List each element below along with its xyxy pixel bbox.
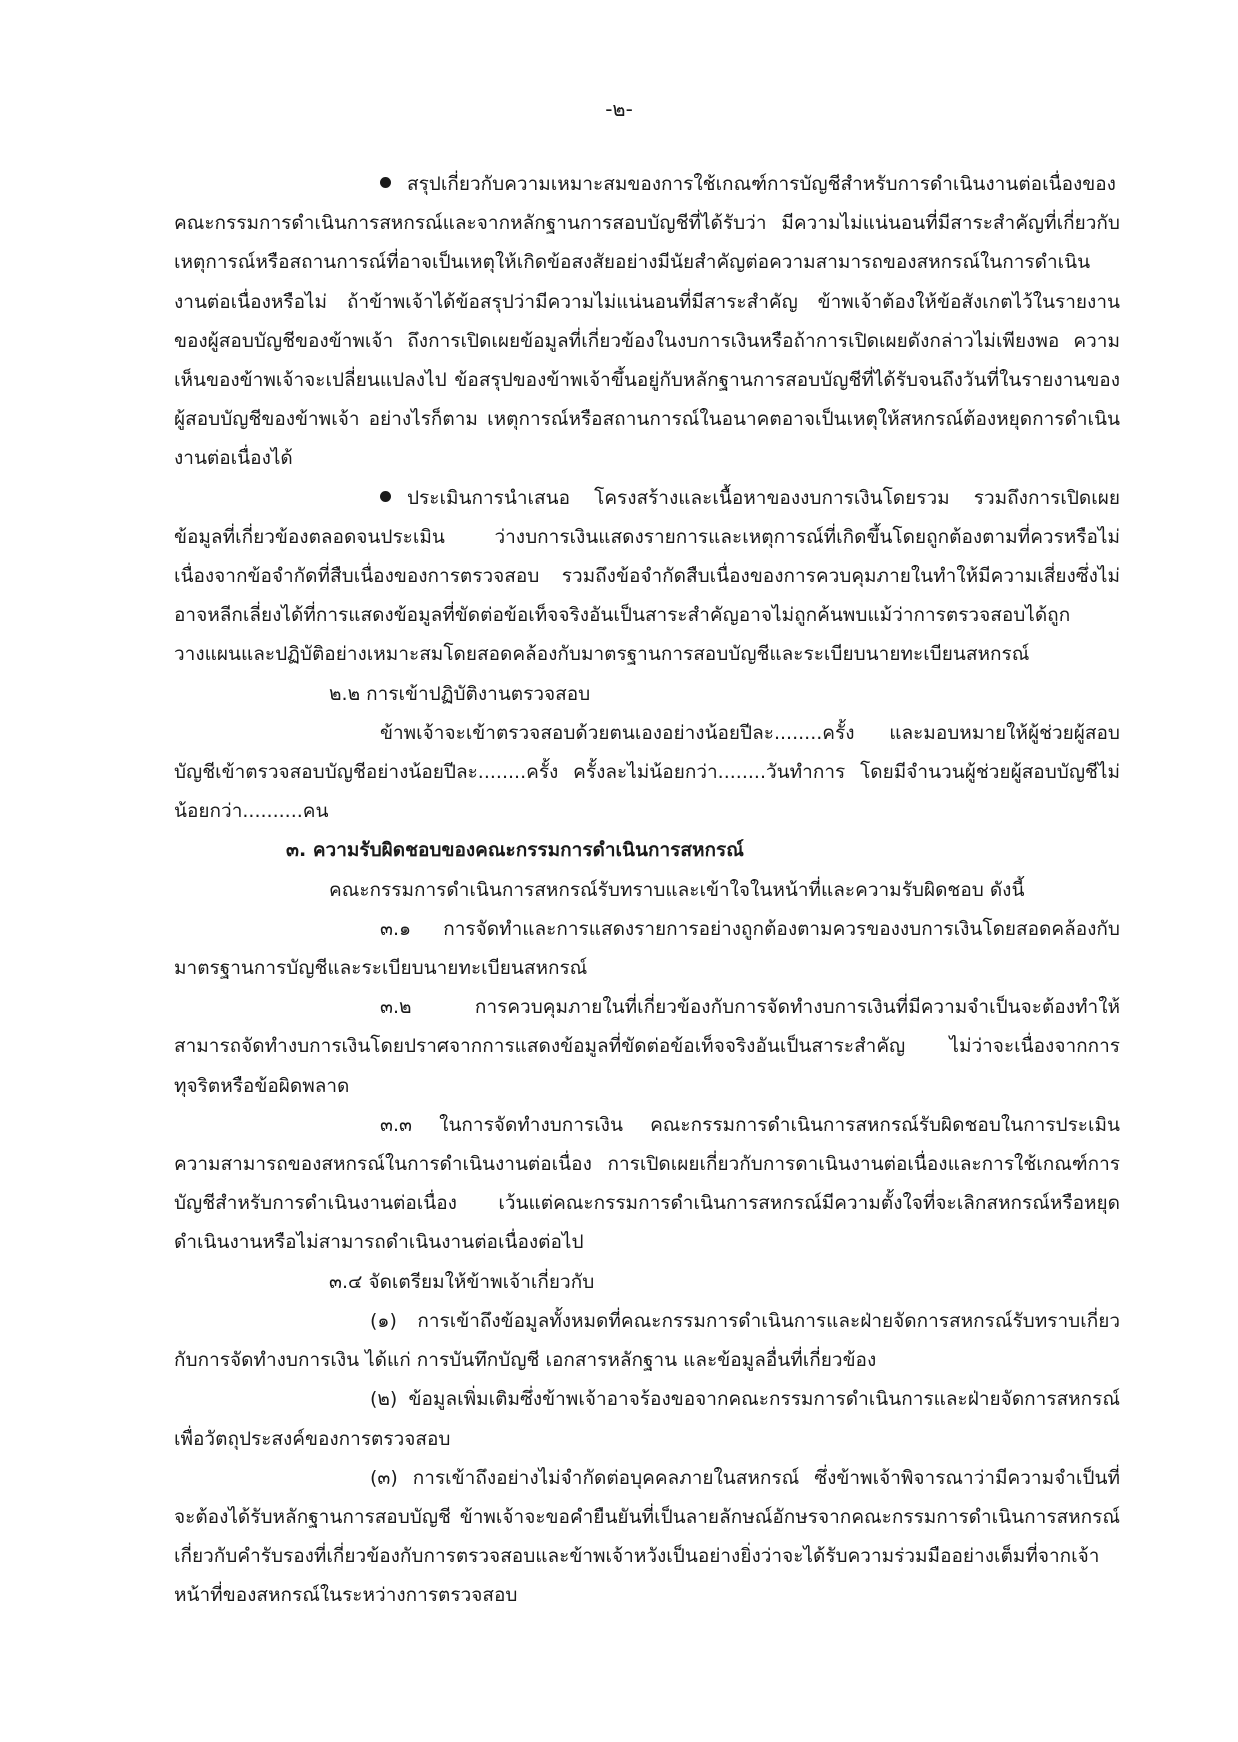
bullet-paragraph-presentation — [174, 479, 1120, 675]
item-3-4-2: (๒) ข้อมูลเพิ่มเติมซึ่งข้าพเจ้าอาจร้องขอจากคณะกรรมการดำเนินการและฝ่ายจัดการสหกรณ์เพื่อวัตถุประสงค์ของการตรวจสอบ — [174, 1388, 1120, 1450]
item-3-3: ๓.๓ ในการจัดทำงบการเงิน คณะกรรมการดำเนินการสหกรณ์รับผิดชอบในการประเมินความสามารถของสหกรณ์ในการดำเนินงานต่อเนื่อง การเปิดเผยเกี่ยวกับการดาเนินงานต่อเนื่องและการใช้เกณฑ์การบัญชีสำหรับการดำเนินงานต่อเนื่อง เว้นแต่คณะกรรมการดำเนินการสหกรณ์มีความตั้งใจที่จะเลิกสหกรณ์หรือหยุดดำเนินงานหรือไม่สามารถดำเนินงานต่อเนื่องต่อไป — [174, 1113, 1120, 1254]
subsection-2-2-body: ข้าพเจ้าจะเข้าตรวจสอบด้วยตนเองอย่างน้อยปีละ........ครั้ง และมอบหมายให้ผู้ช่วยผู้สอบบัญชีเข้าตรวจสอบบัญชีอย่างน้อยปีละ........ครั้ง ครั้งละไม่น้อยกว่า........วันทำการ โดยมีจำนวนผู้ช่วยผู้สอบบัญชีไม่น้อยกว่า..........คน — [174, 721, 1120, 823]
subsection-2-2-title: ๒.๒ การเข้าปฏิบัติงานตรวจสอบ — [329, 682, 591, 705]
document-body — [174, 165, 1120, 1616]
bullet-text: สรุปเกี่ยวกับความเหมาะสมของการใช้เกณฑ์การบัญชีสำหรับการดำเนินงานต่อเนื่องของคณะกรรมการดำเนินการสหกรณ์และจากหลักฐานการสอบบัญชีที่ได้รับว่า มีความไม่แน่นอนที่มีสาระสำคัญที่เกี่ยวกับเหตุการณ์หรือสถานการณ์ที่อาจเป็นเหตุให้เกิดข้อสงสัยอย่างมีนัยสำคัญต่อความสามารถของสหกรณ์ในการดำเนินงานต่อเนื่องหรือไม่ ถ้าข้าพเจ้าได้ข้อสรุปว่ามีความไม่แน่นอนที่มีสาระสำคัญ ข้าพเจ้าต้องให้ข้อสังเกตไว้ในรายงานของผู้สอบบัญชีของข้าพเจ้า ถึงการเปิดเผยข้อมูลที่เกี่ยวข้องในงบการเงินหรือถ้าการเปิดเผยดังกล่าวไม่เพียงพอ ความเห็นของข้าพเจ้าจะเปลี่ยนแปลงไป ข้อสรุปของข้าพเจ้าขึ้นอยู่กับหลักฐานการสอบบัญชีที่ได้รับจนถึงวันที่ในรายงานของผู้สอบบัญชีของข้าพเจ้า อย่างไรก็ตาม เหตุการณ์หรือสถานการณ์ในอนาคตอาจเป็นเหตุให้สหกรณ์ต้องหยุดการดำเนินงานต่อเนื่องได้ — [174, 173, 1120, 470]
bullet-icon — [380, 177, 391, 188]
item-3-4-1: (๑) การเข้าถึงข้อมูลทั้งหมดที่คณะกรรมการดำเนินการและฝ่ายจัดการสหกรณ์รับทราบเกี่ยวกับการจัดทำงบการเงิน ได้แก่ การบันทึกบัญชี เอกสารหลักฐาน และข้อมูลอื่นที่เกี่ยวข้อง — [174, 1309, 1120, 1372]
page-number: -๒- — [605, 97, 633, 121]
section-3-intro: คณะกรรมการดำเนินการสหกรณ์รับทราบและเข้าใจในหน้าที่และความรับผิดชอบ ดังนี้ — [329, 878, 1025, 901]
item-3-2: ๓.๒ การควบคุมภายในที่เกี่ยวข้องกับการจัดทำงบการเงินที่มีความจำเป็นจะต้องทำให้สามารถจัดทำงบการเงินโดยปราศจากการแสดงข้อมูลที่ขัดต่อข้อเท็จจริงอันเป็นสาระสำคัญ ไม่ว่าจะเนื่องจากการทุจริตหรือข้อผิดพลาด — [174, 996, 1120, 1097]
section-3-heading: ๓. ความรับผิดชอบของคณะกรรมการดำเนินการสหกรณ์ — [286, 839, 744, 862]
bullet-icon — [380, 491, 391, 502]
bullet-paragraph-going-concern — [174, 165, 1120, 479]
item-3-1: ๓.๑ การจัดทำและการแสดงรายการอย่างถูกต้องตามควรของงบการเงินโดยสอดคล้องกับมาตรฐานการบัญชีและระเบียบนายทะเบียนสหกรณ์ — [174, 917, 1120, 980]
item-3-4: ๓.๔ จัดเตรียมให้ข้าพเจ้าเกี่ยวกับ — [329, 1270, 595, 1293]
item-3-4-3: (๓) การเข้าถึงอย่างไม่จำกัดต่อบุคคลภายในสหกรณ์ ซึ่งข้าพเจ้าพิจารณาว่ามีความจำเป็นที่จะต้องได้รับหลักฐานการสอบบัญชี ข้าพเจ้าจะขอคำยืนยันที่เป็นลายลักษณ์อักษรจากคณะกรรมการดำเนินการสหกรณ์เกี่ยวกับคำรับรองที่เกี่ยวข้องกับการตรวจสอบและข้าพเจ้าหวังเป็นอย่างยิ่งว่าจะได้รับความร่วมมืออย่างเต็มที่จากเจ้าหน้าที่ของสหกรณ์ในระหว่างการตรวจสอบ — [174, 1466, 1120, 1607]
bullet-text: ประเมินการนำเสนอ โครงสร้างและเนื้อหาของงบการเงินโดยรวม รวมถึงการเปิดเผยข้อมูลที่เกี่ยวข้องตลอดจนประเมิน ว่างบการเงินแสดงรายการและเหตุการณ์ที่เกิดขึ้นโดยถูกต้องตามที่ควรหรือไม่เนื่องจากข้อจำกัดที่สืบเนื่องของการตรวจสอบ รวมถึงข้อจำกัดสืบเนื่องของการควบคุมภายในทำให้มีความเสี่ยงซึ่งไม่อาจหลีกเลี่ยงได้ที่การแสดงข้อมูลที่ขัดต่อข้อเท็จจริงอันเป็นสาระสำคัญอาจไม่ถูกค้นพบแม้ว่าการตรวจสอบได้ถูกวางแผนและปฏิบัติอย่างเหมาะสมโดยสอดคล้องกับมาตรฐานการสอบบัญชีและระเบียบนายทะเบียนสหกรณ์ — [174, 486, 1120, 666]
